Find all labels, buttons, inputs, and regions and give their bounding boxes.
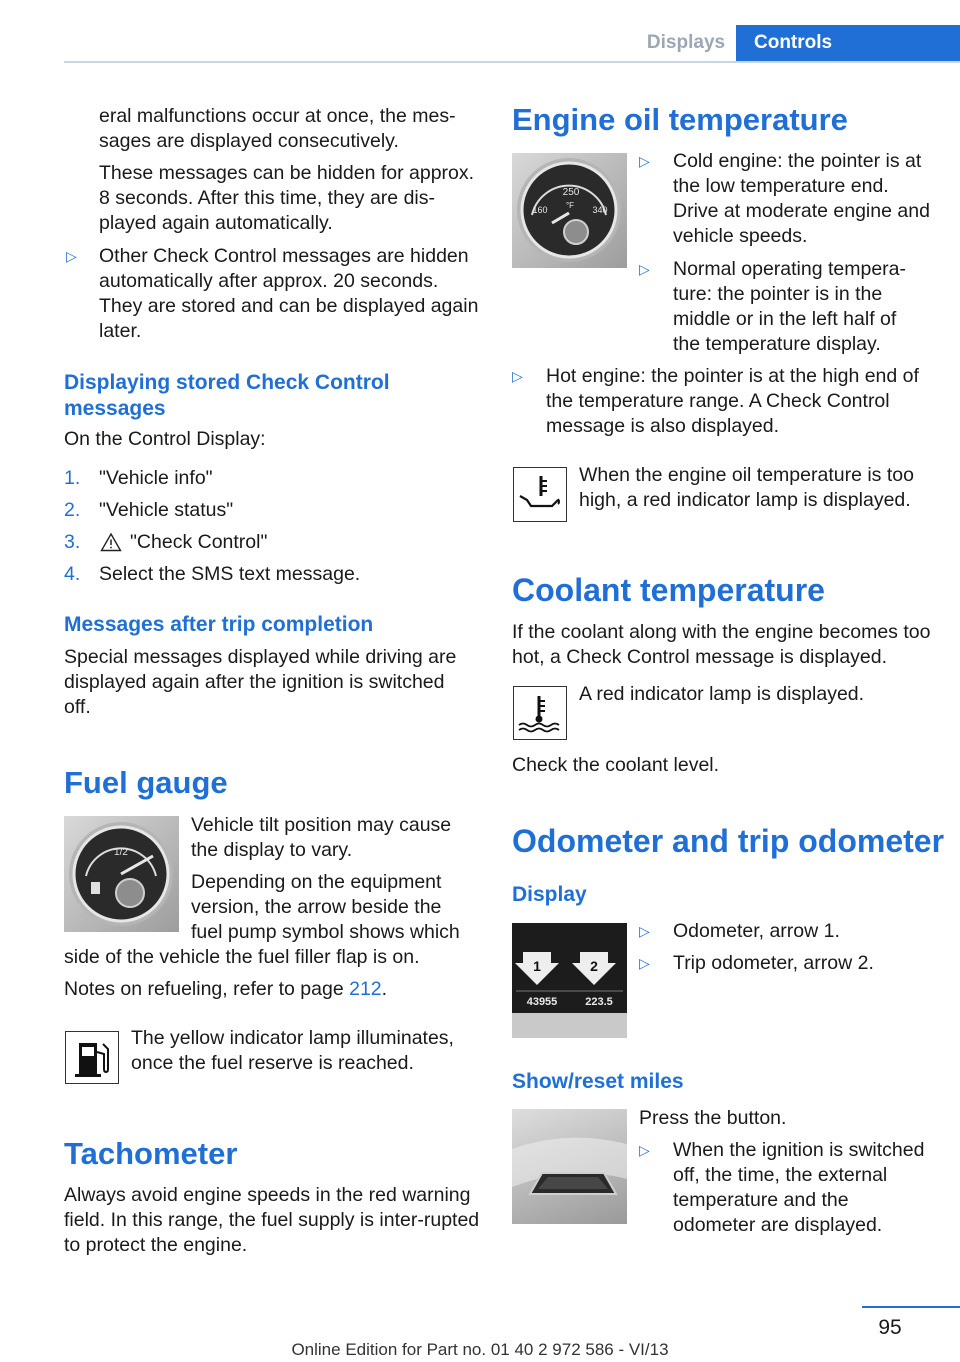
- paragraph-refueling-notes: [64, 977, 484, 1002]
- bullet-triangle-icon: ▷: [639, 923, 650, 939]
- paragraph-tachometer: Always avoid engine speeds in the red warning field. In this range, the fuel supply is inter-rupted to protect the engine.: [64, 1184, 480, 1256]
- paragraph-oil-lamp: When the engine oil temperature is too high, a red indicator lamp is displayed.: [579, 464, 914, 511]
- notes-prefix: Notes on refueling, refer to page: [64, 978, 350, 1000]
- fuel-gauge-label: 1/2: [114, 847, 128, 858]
- heading-show-reset: Show/reset miles: [512, 1070, 684, 1093]
- paragraph-equipment: Depending on the equipment version, the arrow beside the fuel pump symbol shows which: [191, 871, 460, 943]
- odometer-value: 43955: [526, 996, 558, 1008]
- step-text: "Check Control": [130, 531, 268, 553]
- fuel-gauge-image: [64, 816, 179, 932]
- page-number: 95: [878, 1316, 902, 1339]
- odometer-arrow-label: 2: [590, 958, 598, 974]
- gauge-label-mid: 250: [562, 187, 580, 198]
- step-text: "Vehicle info": [99, 467, 213, 489]
- tab-controls[interactable]: Controls: [736, 25, 960, 61]
- page-link[interactable]: 212: [349, 978, 382, 1000]
- paragraph-yellow-lamp: The yellow indicator lamp illuminates, once the fuel reserve is reached.: [131, 1027, 454, 1074]
- paragraph-filler-flap: side of the vehicle the fuel filler flap is on.: [64, 946, 420, 968]
- paragraph-on-display: On the Control Display:: [64, 428, 266, 450]
- step-number: 1.: [64, 467, 81, 489]
- paragraph-coolant: If the coolant along with the engine becomes too hot, a Check Control message is displayed.: [512, 621, 931, 668]
- gauge-label-unit: °F: [565, 201, 575, 210]
- warning-triangle-icon: [100, 532, 122, 552]
- odometer-display-image: [512, 923, 627, 1038]
- step-text: Select the SMS text message.: [99, 563, 361, 585]
- bullet-normal-temp: Normal operating tempera-ture: the pointer is in the middle or in the left half of the temperature display.: [673, 258, 907, 355]
- footer-edition: Online Edition for Part no. 01 40 2 972 586 - VI/13: [291, 1340, 669, 1359]
- heading-fuel-gauge: Fuel gauge: [64, 765, 228, 800]
- notes-suffix: .: [381, 978, 388, 1000]
- bullet-ignition-off: When the ignition is switched off, the time, the external temperature and the odometer are displayed.: [673, 1139, 925, 1236]
- heading-tachometer: Tachometer: [64, 1136, 238, 1171]
- bullet-triangle-icon: ▷: [639, 955, 650, 971]
- bullet-triangle-icon: ▷: [639, 1142, 650, 1158]
- bullet-other-messages: Other Check Control messages are hidden automatically after approx. 20 seconds. They are stored and can be displayed again later.: [99, 245, 479, 342]
- oil-temperature-gauge-image: [512, 153, 627, 268]
- bullet-odometer: Odometer, arrow 1.: [673, 920, 840, 942]
- trip-odometer-value: 223.5: [585, 996, 613, 1008]
- paragraph-malfunctions: eral malfunctions occur at once, the mes-sages are displayed consecutively.: [99, 105, 456, 152]
- paragraph-check-coolant: Check the coolant level.: [512, 754, 720, 776]
- gauge-label-low: 160: [532, 205, 548, 215]
- odometer-arrow-label: 1: [533, 958, 541, 974]
- step-number: 2.: [64, 499, 81, 521]
- bullet-hot-engine: Hot engine: the pointer is at the high end of the temperature range. A Check Control message is also displayed.: [546, 365, 919, 437]
- paragraph-coolant-lamp: A red indicator lamp is displayed.: [579, 683, 865, 705]
- reset-button-image: [512, 1109, 627, 1224]
- bullet-triangle-icon: ▷: [639, 153, 650, 169]
- fuel-pump-icon: [65, 1031, 119, 1084]
- step-number: 4.: [64, 563, 81, 585]
- paragraph-hidden: These messages can be hidden for approx. 8 seconds. After this time, they are dis-played again automatically.: [99, 162, 475, 234]
- heading-display: Display: [512, 883, 587, 906]
- heading-coolant: Coolant temperature: [512, 572, 825, 608]
- bullet-cold-engine: Cold engine: the pointer is at the low temperature end. Drive at moderate engine and vehicle speeds.: [673, 150, 930, 247]
- header-rule: [64, 61, 960, 63]
- paragraph-press-button: Press the button.: [639, 1107, 787, 1129]
- heading-odometer: Odometer and trip odometer: [512, 823, 945, 859]
- footer-rule: [862, 1306, 960, 1308]
- bullet-triangle-icon: ▷: [512, 368, 523, 384]
- coolant-lamp-icon: [513, 686, 567, 740]
- heading-engine-oil: Engine oil temperature: [512, 102, 848, 137]
- paragraph-tilt: Vehicle tilt position may cause the display to vary.: [191, 814, 452, 861]
- bullet-triangle-icon: ▷: [639, 261, 650, 277]
- bullet-trip-odometer: Trip odometer, arrow 2.: [673, 952, 874, 974]
- step-number: 3.: [64, 531, 81, 553]
- heading-messages-after-trip: Messages after trip completion: [64, 613, 374, 636]
- paragraph-trip: Special messages displayed while driving are displayed again after the ignition is switched off.: [64, 646, 457, 718]
- step-text: "Vehicle status": [99, 499, 234, 521]
- tab-displays[interactable]: Displays: [646, 32, 726, 53]
- oil-temperature-lamp-icon: [513, 467, 567, 522]
- gauge-label-high: 340: [592, 205, 608, 215]
- bullet-triangle-icon: ▷: [66, 248, 77, 264]
- heading-displaying-stored: Displaying stored Check Control messages: [64, 371, 390, 420]
